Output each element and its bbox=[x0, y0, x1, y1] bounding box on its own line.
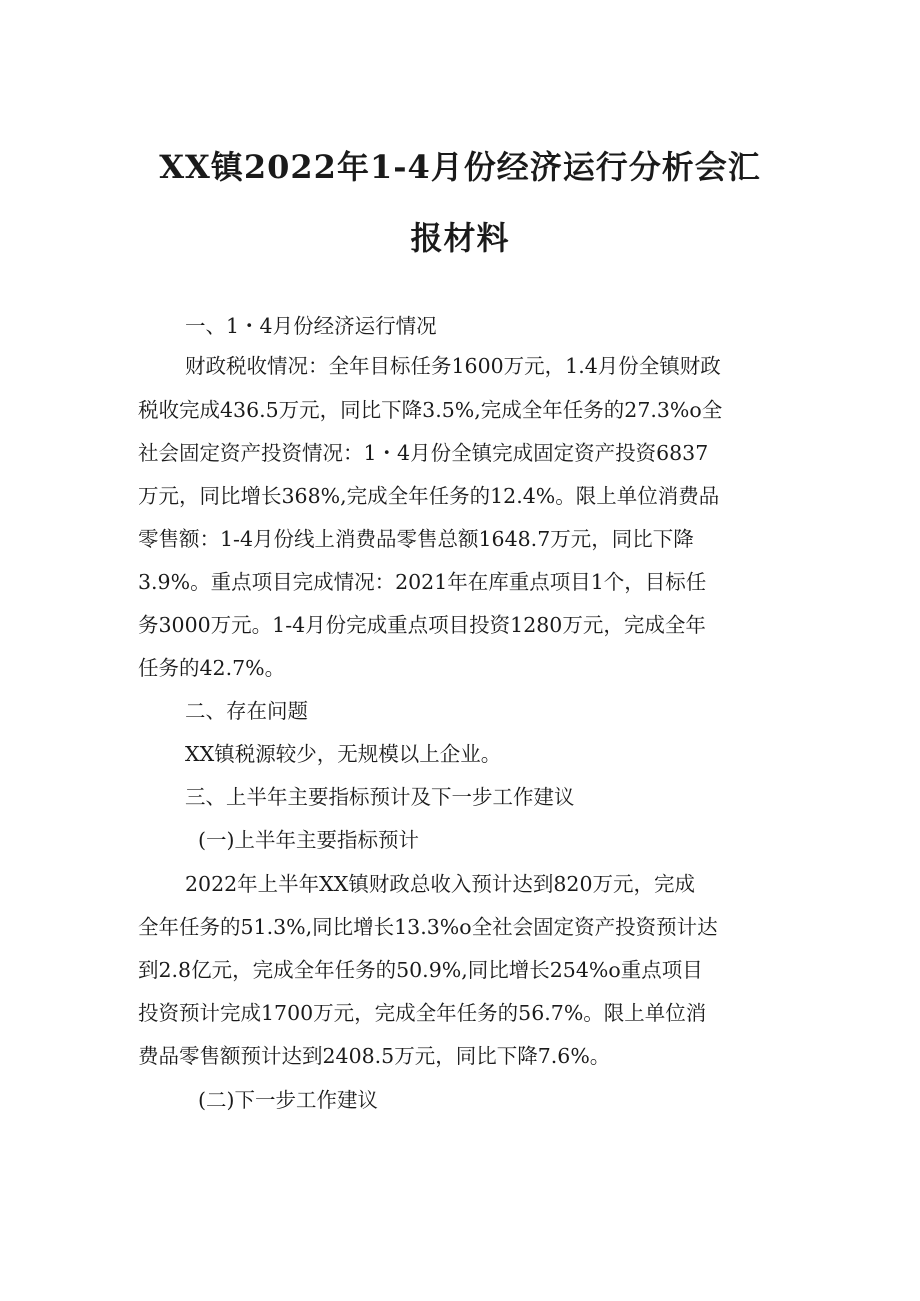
paragraph-line: 财政税收情况：全年目标任务1600万元，1.4月份全镇财政 bbox=[185, 354, 721, 378]
subsection-heading-1: (一)上半年主要指标预计 bbox=[198, 828, 419, 852]
section-heading-1: 一、1・4月份经济运行情况 bbox=[185, 314, 437, 338]
paragraph-line: 3.9%。重点项目完成情况：2021年在库重点项目1个，目标任 bbox=[138, 570, 707, 594]
document-title-line-2: 报材料 bbox=[410, 219, 510, 257]
paragraph-line: 2022年上半年XX镇财政总收入预计达到820万元，完成 bbox=[185, 872, 695, 896]
paragraph-line: 务3000万元。1-4月份完成重点项目投资1280万元，完成全年 bbox=[138, 613, 706, 637]
section-heading-2: 二、存在问题 bbox=[185, 699, 308, 723]
paragraph-line: 万元，同比增长368%,完成全年任务的12.4%。限上单位消费品 bbox=[138, 484, 720, 508]
paragraph-line: 零售额：1-4月份线上消费品零售总额1648.7万元，同比下降 bbox=[138, 527, 694, 551]
paragraph-line: 费品零售额预计达到2408.5万元，同比下降7.6%。 bbox=[138, 1044, 611, 1068]
document-title-line-1: XX镇2022年1-4月份经济运行分析会汇 bbox=[159, 148, 761, 186]
paragraph-line: 全年任务的51.3%,同比增长13.3%o全社会固定资产投资预计达 bbox=[138, 915, 718, 939]
subsection-heading-2: (二)下一步工作建议 bbox=[198, 1088, 378, 1112]
paragraph-line: 投资预计完成1700万元，完成全年任务的56.7%。限上单位消 bbox=[138, 1001, 707, 1025]
paragraph-line: 税收完成436.5万元，同比下降3.5%,完成全年任务的27.3%o全 bbox=[138, 398, 723, 422]
paragraph-line: 社会固定资产投资情况：1・4月份全镇完成固定资产投资6837 bbox=[138, 441, 709, 465]
section-heading-3: 三、上半年主要指标预计及下一步工作建议 bbox=[185, 785, 575, 809]
paragraph-line: 任务的42.7%。 bbox=[138, 656, 286, 680]
paragraph-line: 到2.8亿元，完成全年任务的50.9%,同比增长254%o重点项目 bbox=[138, 958, 703, 982]
paragraph-line: XX镇税源较少，无规模以上企业。 bbox=[185, 742, 502, 766]
